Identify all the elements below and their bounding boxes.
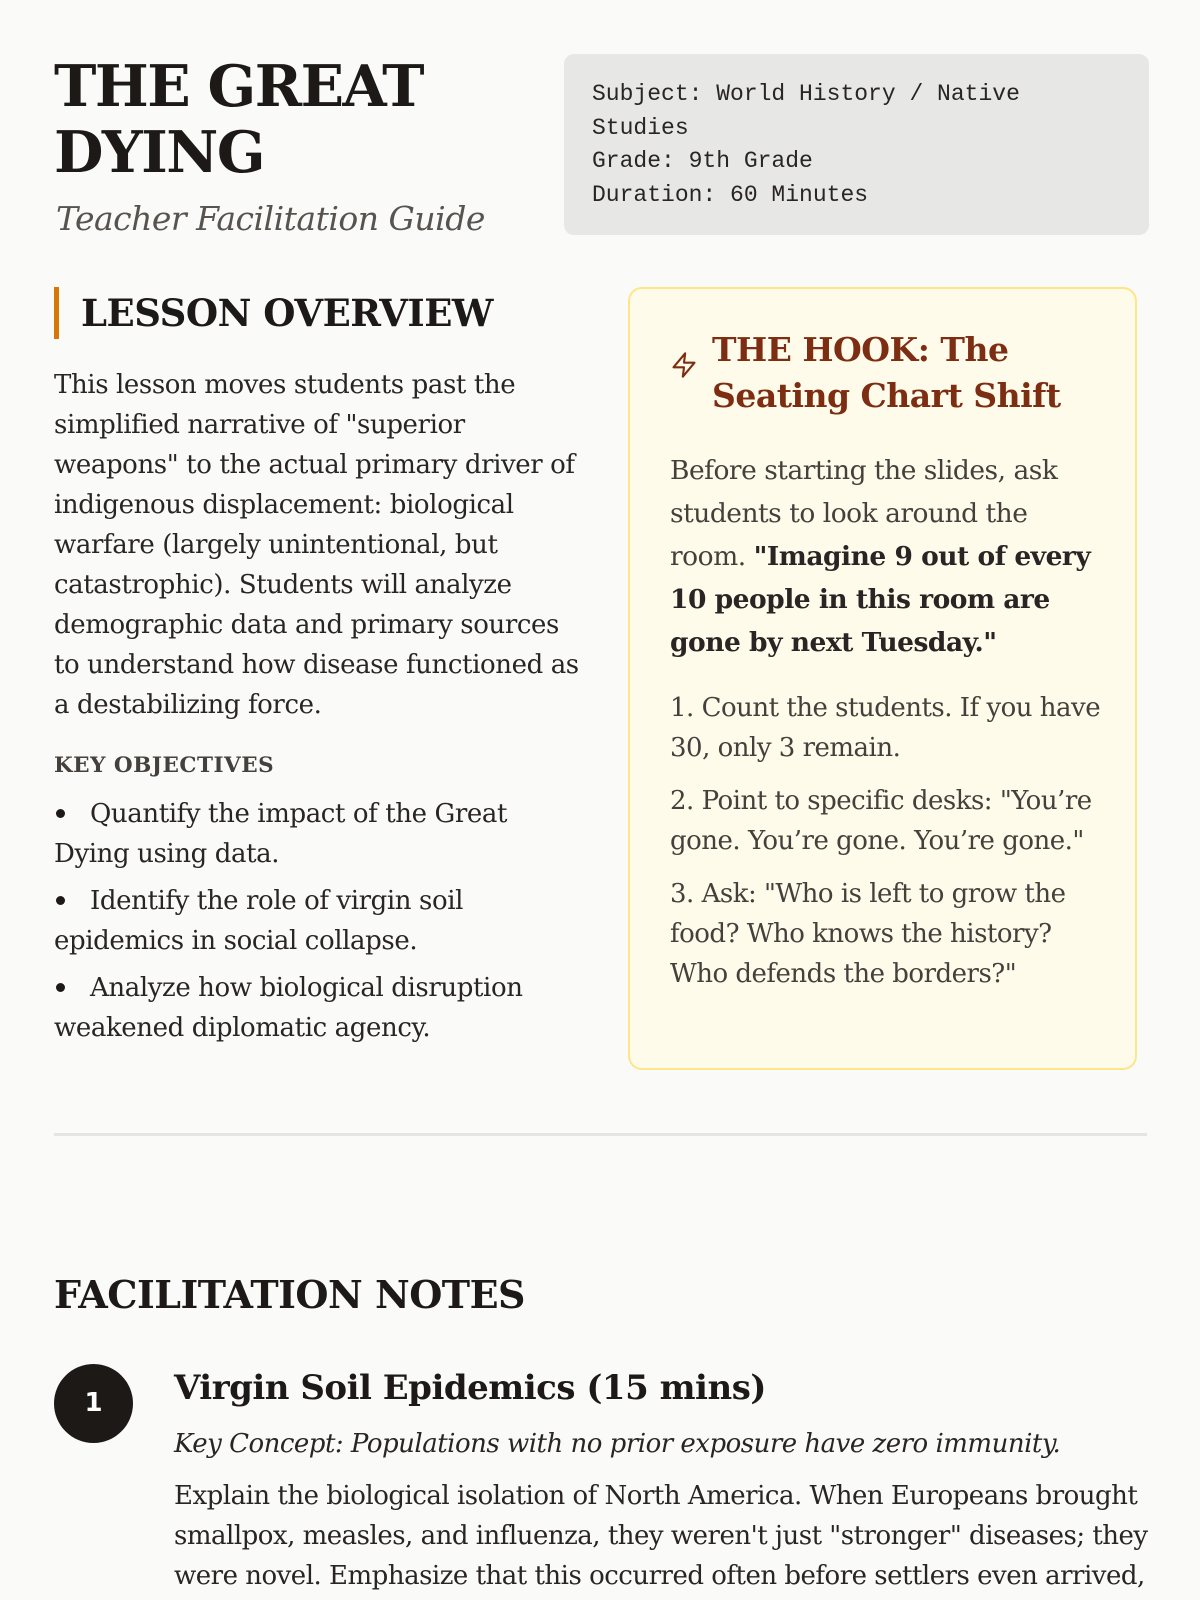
objective-item: [54, 881, 584, 961]
bullet-icon: [56, 809, 65, 818]
bullet-icon: [56, 896, 65, 905]
meta-grade: Grade: 9th Grade: [592, 148, 813, 174]
objective-text: Quantify the impact of the Great Dying using data.: [54, 799, 507, 869]
hook-step: 3. Ask: "Who is left to grow the food? Who knows the history? Who defends the borders?": [670, 879, 1066, 989]
objective-text: Identify the role of virgin soil epidemics in social collapse.: [54, 886, 464, 956]
hook-steps: [670, 688, 1135, 994]
lesson-overview-section: [54, 287, 584, 1055]
meta-subject: Subject: World History / Native Studies: [592, 81, 1020, 141]
step-title: Virgin Soil Epidemics (15 mins): [174, 1368, 766, 1408]
bullet-icon: [56, 983, 65, 992]
step-number-badge: 1: [54, 1364, 133, 1443]
page-title: THE GREAT DYING: [54, 53, 424, 186]
objective-text: Analyze how biological disruption weakened diplomatic agency.: [54, 973, 523, 1043]
hook-title: THE HOOK: The Seating Chart Shift: [712, 330, 1061, 415]
hook-header: [670, 327, 1135, 419]
step-key-concept: Key Concept: Populations with no prior exposure have zero immunity.: [174, 1429, 1061, 1459]
objective-item: [54, 968, 584, 1048]
objectives-list: [54, 794, 584, 1048]
facilitation-notes-heading: FACILITATION NOTES: [54, 1272, 525, 1317]
hook-step: 2. Point to specific desks: "You’re gone. You’re gone. You’re gone.": [670, 786, 1092, 856]
section-divider: [54, 1133, 1147, 1136]
hook-quote: "Imagine 9 out of every 10 people in this room are gone by next Tuesday.": [670, 541, 1091, 658]
overview-text: This lesson moves students past the simplified narrative of "superior weapons" to the actual primary driver of indigenous displacement: biological warfare (largely unintentional, but catastrophic). Students will analyze demographic data and primary sources to understand how disease functioned as a destabilizing force.: [54, 370, 579, 720]
objectives-label: KEY OBJECTIVES: [54, 753, 275, 778]
overview-heading: LESSON OVERVIEW: [54, 287, 584, 339]
lightning-icon: [670, 351, 698, 379]
objective-item: [54, 794, 584, 874]
hook-intro: [670, 449, 1110, 664]
lesson-meta-box: [564, 54, 1149, 235]
step-body: [174, 1364, 1149, 1596]
hook-step: 1. Count the students. If you have 30, only 3 remain.: [670, 693, 1101, 763]
hook-card: [628, 287, 1137, 1070]
hook-intro-text: Before starting the slides, ask students to look around the room.: [670, 455, 1058, 572]
step-text: Explain the biological isolation of North America. When Europeans brought smallpox, measles, and influenza, they weren't just "stronger" diseases; they were novel. Emphasize that this occurred often before settlers even arrived,: [174, 1481, 1148, 1591]
page-subtitle: Teacher Facilitation Guide: [56, 199, 485, 238]
meta-duration: Duration: 60 Minutes: [592, 181, 869, 208]
